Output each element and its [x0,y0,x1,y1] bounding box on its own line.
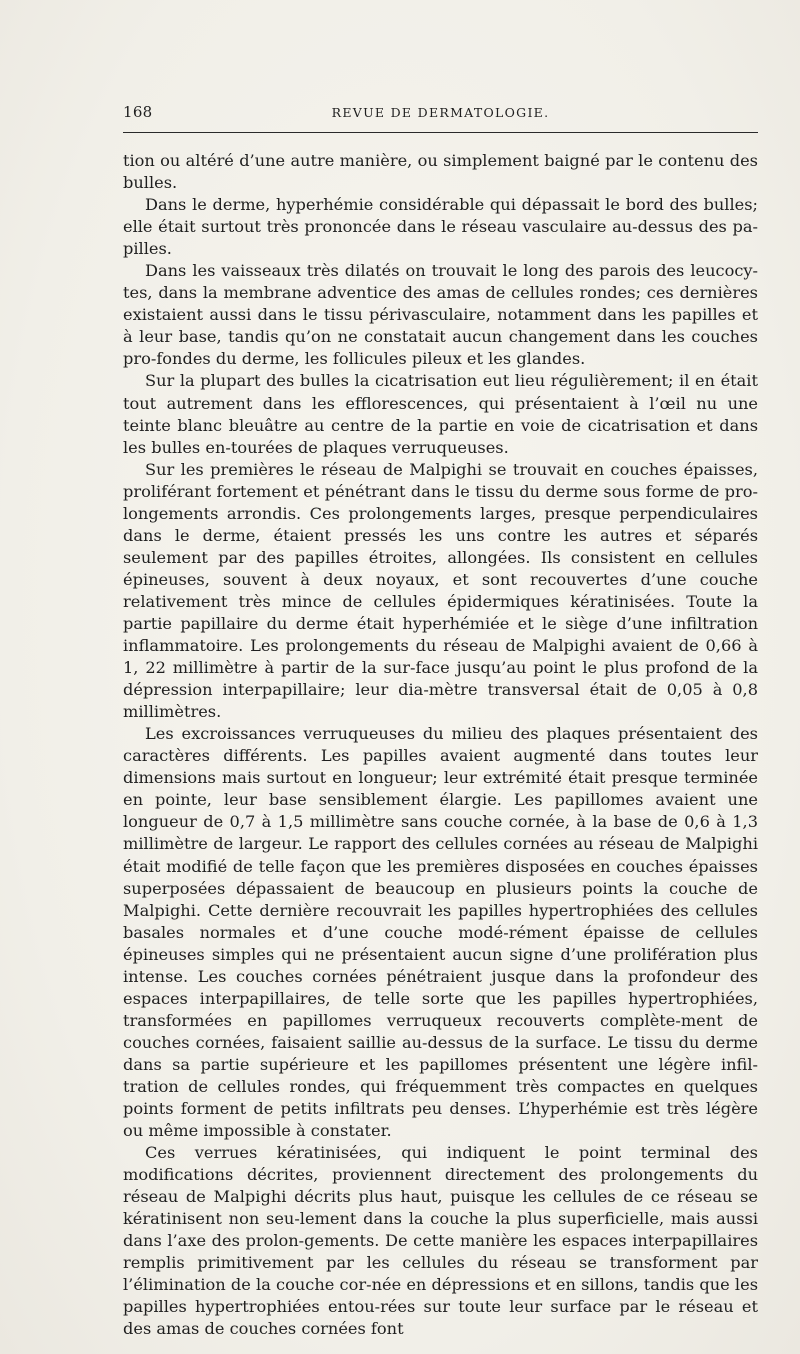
header-rule [123,132,758,133]
running-title: REVUE DE DERMATOLOGIE. [331,105,550,120]
paragraph: Sur les premières le réseau de Malpighi se trouvait en couches épaisses, proliférant fortement et pénétrant dans le tissu du derme sous forme de pro-longements arrondis. Ces prolongements larges, presque perpendiculaires dans le derme, étaient pressés les uns contre les autres et séparés seulement par des papilles étroites, allongées. Ils consistent en cellules épineuses, souvent à deux noyaux, et sont recouvertes d’une couche relativement très mince de cellules épidermiques kératinisées. Toute la partie papillaire du derme était hyperhémiée et le siège d’une infiltration inflammatoire. Les prolongements du réseau de Malpighi avaient de 0,66 à 1, 22 millimètre à partir de la sur-face jusqu’au point le plus profond de la dépression interpapillaire; leur dia-mètre transversal était de 0,05 à 0,8 millimètres. [123,459,758,722]
paragraph: Ces verrues kératinisées, qui indiquent le point terminal des modifications décrites, proviennent directement des prolongements du réseau de Malpighi décrits plus haut, puisque les cellules de ce réseau se kératinisent non seu-lement dans la couche la plus superficielle, mais aussi dans l’axe des prolon-gements. De cette manière les espaces interpapillaires remplis primitivement par les cellules du réseau se transforment par l’élimination de la couche cor-née en dépressions et en sillons, tandis que les papilles hypertrophiées entou-rées sur toute leur surface par le réseau et des amas de couches cornées font [123,1143,758,1339]
paragraph: Dans les vaisseaux très dilatés on trouvait le long des parois des leucocy-tes, dans la membrane adventice des amas de cellules rondes; ces dernières existaient aussi dans le tissu périvasculaire, notamment dans les papilles et à leur base, tandis qu’on ne constatait aucun changement dans les couches pro-fondes du derme, les follicules pileux et les glandes. [123,261,758,369]
page-number: 168 [123,103,153,121]
body-text [123,150,758,1341]
paragraph: tion ou altéré d’une autre manière, ou simplement baigné par le contenu des bulles. [123,151,758,193]
paragraph: Les excroissances verruqueuses du milieu des plaques présentaient des caractères différents. Les papilles avaient augmenté dans toutes leur dimensions mais surtout en longueur; leur extrémité était presque terminée en pointe, leur base sensiblement élargie. Les papillomes avaient une longueur de 0,7 à 1,5 millimètre sans couche cornée, à la base de 0,6 à 1,3 millimètre de largeur. Le rapport des cellules cornées au réseau de Malpighi était modifié de telle façon que les premières disposées en couches épaisses superposées dépassaient de beaucoup en plusieurs points la couche de Malpighi. Cette dernière recouvrait les papilles hypertrophiées des cellules basales normales et d’une couche modé-rément épaisse de cellules épineuses simples qui ne présentaient aucun signe d’une prolifération plus intense. Les couches cornées pénétraient jusque dans la profondeur des espaces interpapillaires, de telle sorte que les papilles hypertrophiées, transformées en papillomes verruqueux recouverts complète-ment de couches cornées, faisaient saillie au-dessus de la surface. Le tissu du derme dans sa partie supérieure et les papillomes présentent une légère infil-tration de cellules rondes, qui fréquemment très compactes en quelques points forment de petits infiltrats peu denses. L’hyperhémie est très légère ou même impossible à constater. [123,724,758,1141]
page-header [123,103,758,125]
paragraph: Dans le derme, hyperhémie considérable qui dépassait le bord des bulles; elle était surtout très prononcée dans le réseau vasculaire au-dessus des pa-pilles. [123,195,758,259]
paragraph: Sur la plupart des bulles la cicatrisation eut lieu régulièrement; il en était tout autrement dans les efflorescences, qui présentaient à l’œil nu une teinte blanc bleuâtre au centre de la partie en voie de cicatrisation et dans les bulles en-tourées de plaques verruqueuses. [123,371,758,457]
